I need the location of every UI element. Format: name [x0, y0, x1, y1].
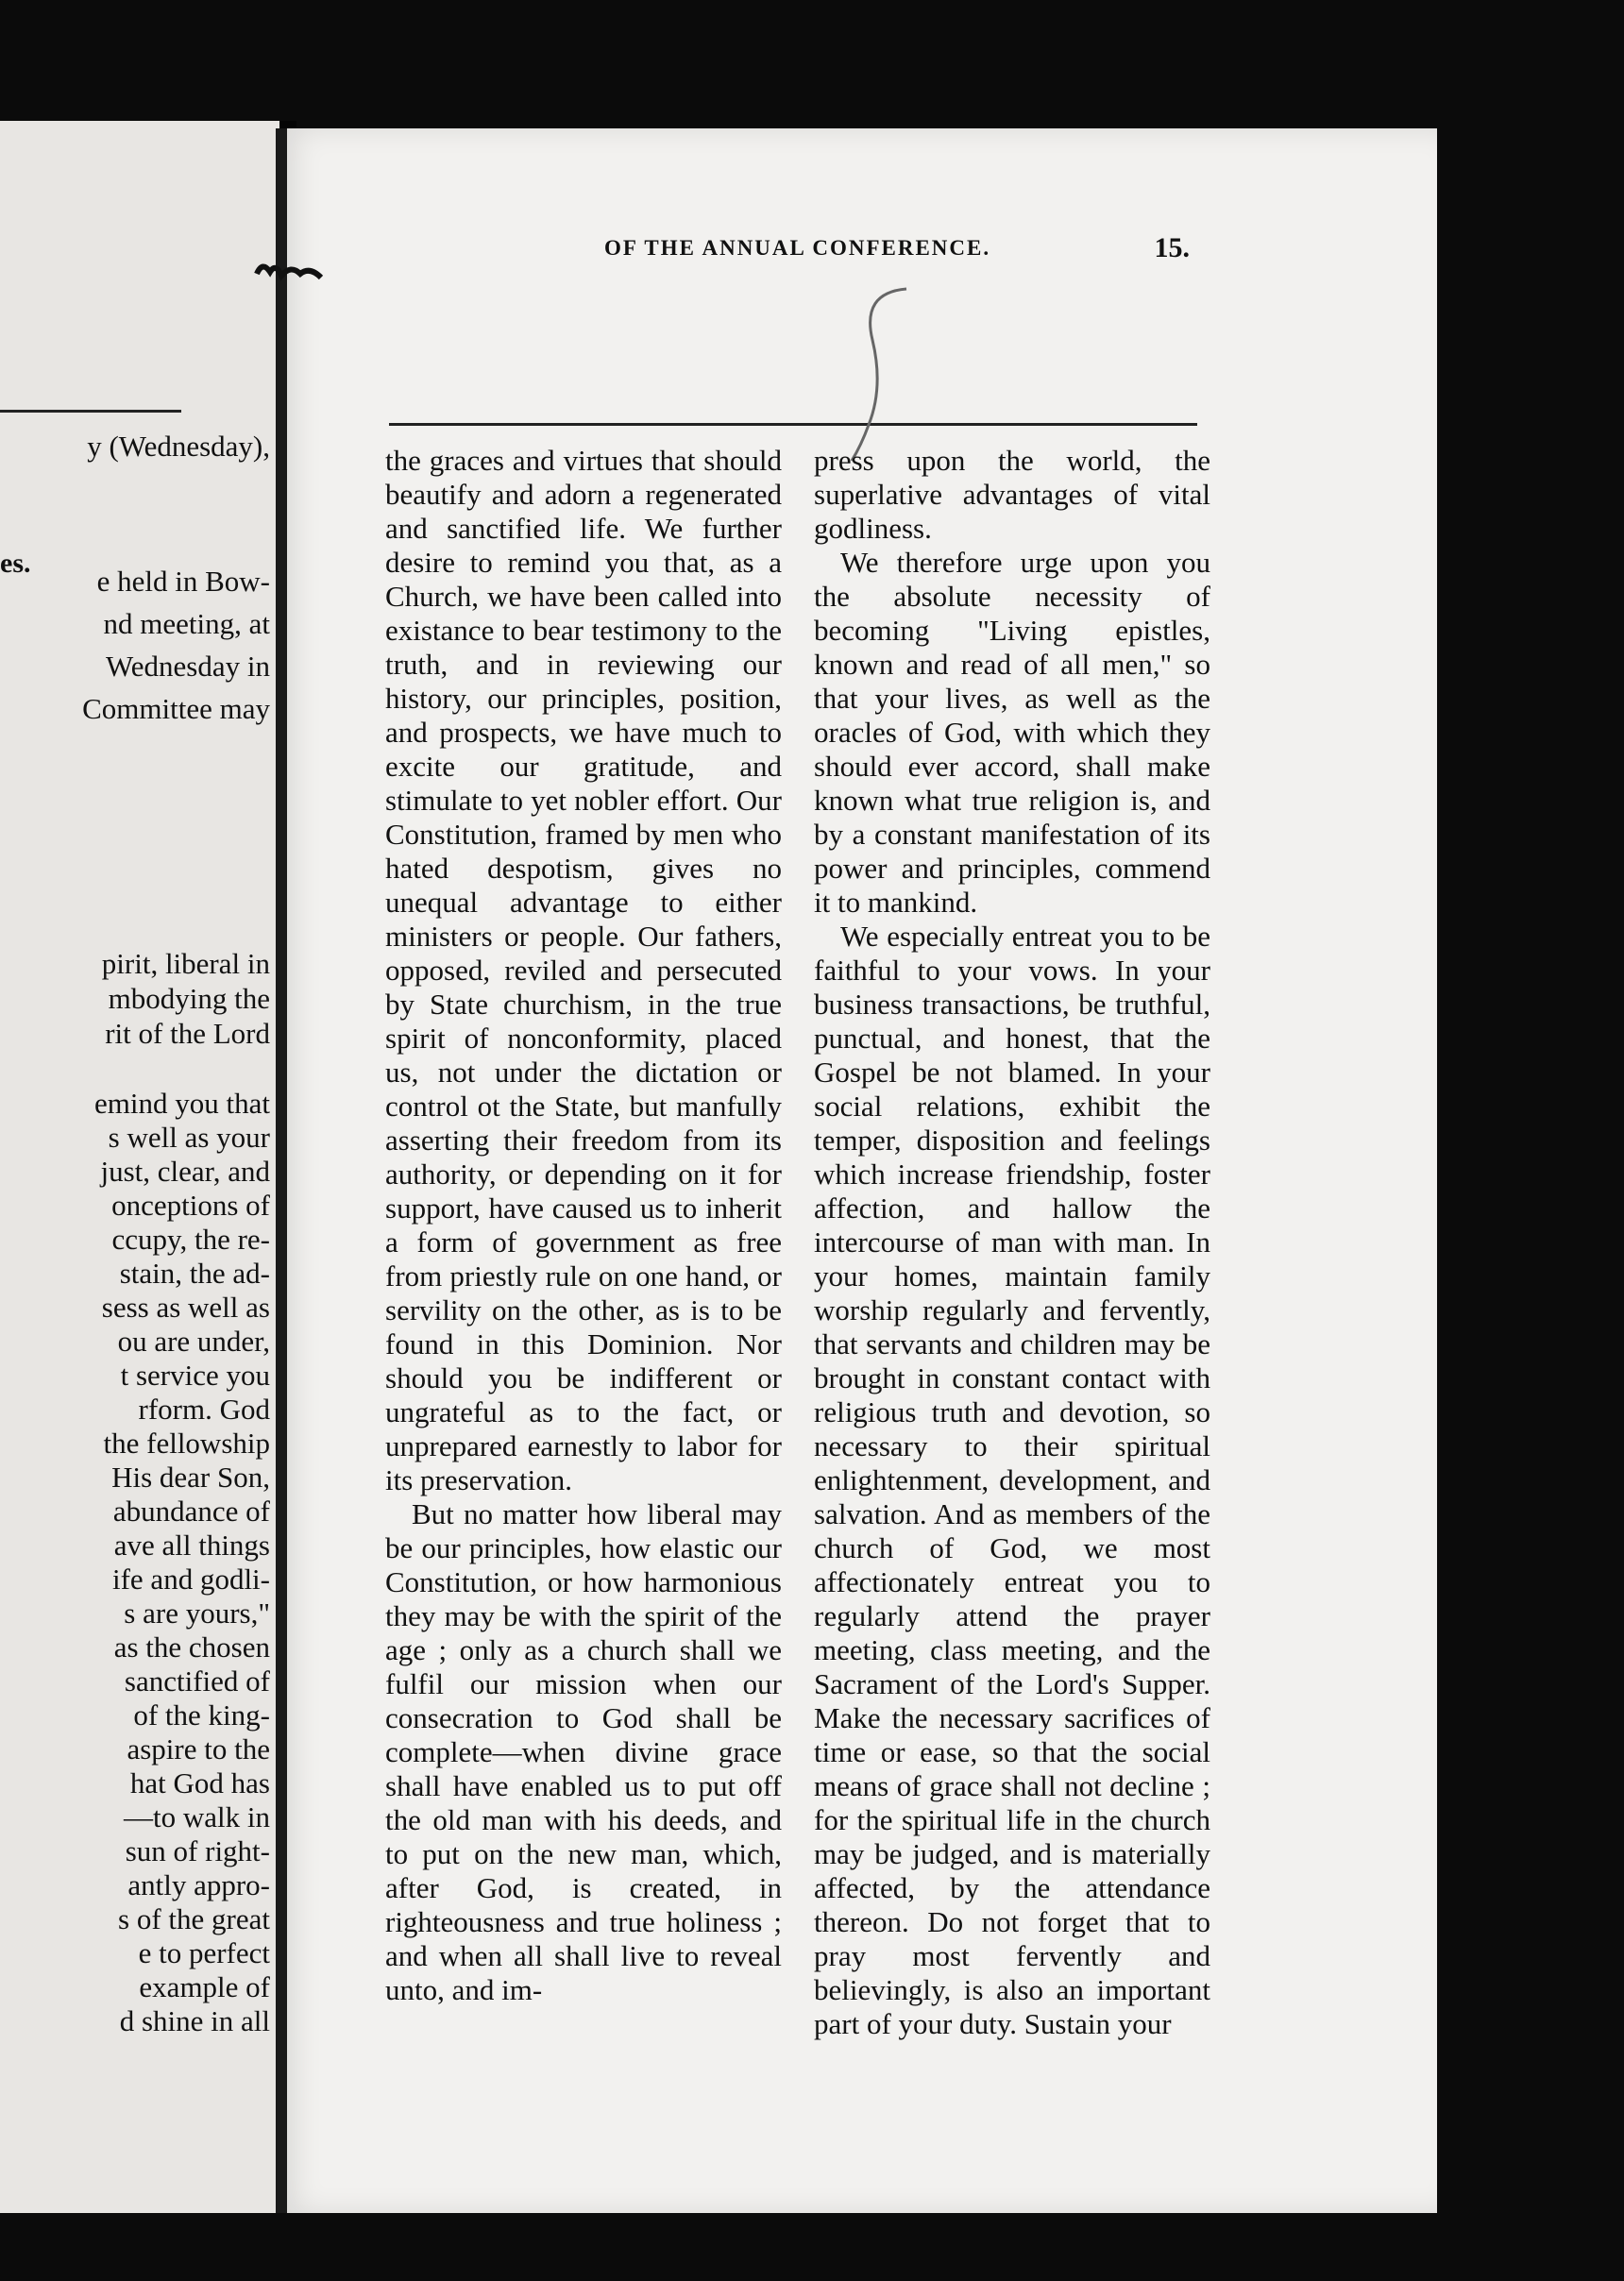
- left-page-line: as the chosen: [113, 1630, 270, 1664]
- left-page-line: —to walk in: [124, 1800, 270, 1833]
- left-page-line: example of: [139, 1970, 270, 2003]
- left-page-line: Committee may: [82, 692, 270, 725]
- left-page-line: e held in Bow-: [96, 565, 270, 598]
- left-page-line: onceptions of: [111, 1189, 270, 1222]
- left-page-line: sess as well as: [101, 1291, 270, 1324]
- left-page-line: y (Wednesday),: [87, 430, 270, 463]
- left-page-line: e to perfect: [138, 1936, 270, 1969]
- left-page-heading: es.: [0, 548, 31, 579]
- left-page-line: t service you: [120, 1359, 270, 1392]
- left-page-line: rit of the Lord: [105, 1017, 270, 1050]
- left-page-line: hat God has: [129, 1766, 270, 1799]
- left-page-line: emind you that: [94, 1087, 270, 1120]
- left-page-line: mbodying the: [108, 982, 270, 1015]
- text-column-left: [385, 444, 782, 2007]
- running-title: OF THE ANNUAL CONFERENCE.: [604, 236, 991, 260]
- left-page-line: ccupy, the re-: [111, 1223, 270, 1256]
- left-page-line: the fellowship: [103, 1427, 270, 1460]
- paragraph: the graces and virtues that should beautify and adorn a regenerated and sanctified life. We further desire to remind you that, as a Church, we have been called into existance to bear testimony to the truth, and in reviewing our history, our principles, position, and prospects, we have much to excite our gratitude, and stimulate to yet nobler effort. Our Constitution, framed by men who hated despotism, gives no unequal advantage to either ministers or people. Our fathers, opposed, reviled and persecuted by State churchism, in the true spirit of nonconformity, placed us, not under the dictation or control ot the State, but manfully asserting their freedom from its authority, or depending on it for support, have caused us to inherit a form of government as free from priestly rule on one hand, or servility on the other, as is to be found in this Dominion. Nor should you be indifferent or ungrateful as to the fact, or unprepared earnestly to labor for its preservation.: [385, 444, 782, 1496]
- left-page-line: ave all things: [113, 1529, 270, 1562]
- left-page: [0, 121, 279, 2213]
- left-page-line: just, clear, and: [100, 1155, 270, 1188]
- paragraph: But no matter how liberal may be our principles, how elastic our Constitution, or how harmonious they may be with the spirit of the age ; only as a church shall we fulfil our mission when our consecration to God shall be complete—when divine grace shall have enabled us to put off the old man with his deeds, and to put on the new man, which, after God, is created, in righteousness and true holiness ; and when all shall live to reveal unto, and im-: [385, 1497, 782, 2006]
- page-number: 15.: [1154, 232, 1190, 263]
- left-page-line: Wednesday in: [106, 650, 270, 683]
- page-header: [312, 232, 1190, 278]
- left-page-line: pirit, liberal in: [101, 947, 270, 980]
- left-page-line: sun of right-: [125, 1834, 270, 1867]
- left-page-line: s of the great: [118, 1902, 270, 1935]
- paragraph: We therefore urge upon you the absolute necessity of becoming "Living epistles, known and read of all men," so that your lives, as well as the oracles of God, with which they should ever accord, shall make known what true religion is, and by a constant manifestation of its power and principles, commend it to mankind.: [814, 546, 1210, 919]
- left-page-line: rform. God: [138, 1393, 270, 1426]
- left-page-line: antly appro-: [127, 1868, 270, 1901]
- left-page-line: His dear Son,: [111, 1461, 270, 1494]
- left-page-line: s are yours,": [124, 1597, 270, 1630]
- left-page-rule: [0, 410, 181, 413]
- left-page-line: abundance of: [112, 1495, 270, 1528]
- left-page-line: s well as your: [108, 1121, 270, 1154]
- left-page-line: sanctified of: [124, 1664, 270, 1698]
- text-column-right: [814, 444, 1210, 2041]
- left-page-line: d shine in all: [119, 2004, 270, 2037]
- pencil-mark: [823, 283, 908, 463]
- left-page-line: ife and godli-: [111, 1563, 270, 1596]
- paragraph: press upon the world, the superlative advantages of vital godliness.: [814, 444, 1210, 545]
- left-page-line: aspire to the: [127, 1732, 270, 1766]
- left-page-line: nd meeting, at: [103, 607, 270, 640]
- left-page-line: ou are under,: [117, 1325, 270, 1358]
- header-rule: [389, 423, 1197, 426]
- left-page-line: of the king-: [133, 1698, 270, 1732]
- paragraph: We especially entreat you to be faithful to your vows. In your business transactions, be truthful, punctual, and honest, that the Gospel be not blamed. In your social relations, exhibit the temper, disposition and feelings which increase friendship, foster affection, and hallow the intercourse of man with man. In your homes, maintain family worship regularly and fervently, that servants and children may be brought in constant contact with religious truth and devotion, so necessary to their spiritual enlightenment, development, and salvation. And as members of the church of God, we most affectionately entreat you to regularly attend the prayer meeting, class meeting, and the Sacrament of the Lord's Supper. Make the necessary sacrifices of time or ease, so that the social means of grace shall not decline ; for the spiritual life in the church may be judged, and is materially affected, by the attendance thereon. Do not forget that to pray most fervently and believingly, is also an important part of your duty. Sustain your: [814, 920, 1210, 2040]
- left-page-line: stain, the ad-: [119, 1257, 270, 1290]
